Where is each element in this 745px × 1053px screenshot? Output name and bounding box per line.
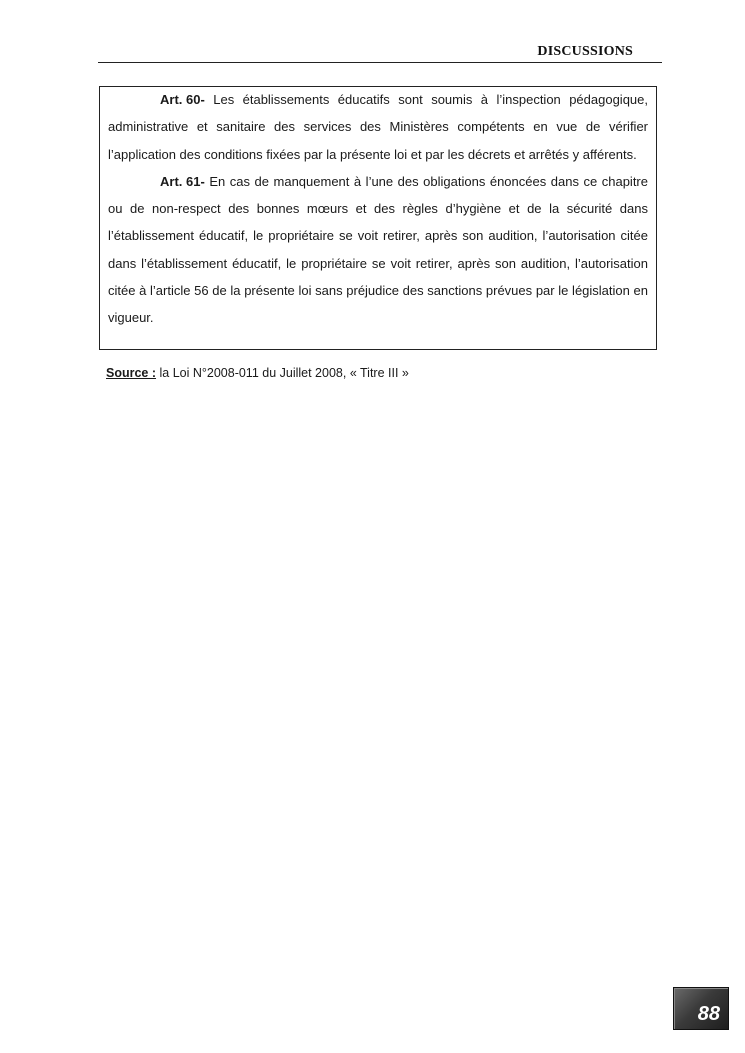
source-label: Source :: [106, 366, 157, 380]
article-61-paragraph: [108, 168, 648, 332]
article-60-text: Les établissements éducatifs sont soumis à l’inspection pédagogique, administrative et sanitaire des services des Ministères compétents en vue de vérifier l’application des conditions fixées par la présente loi et par les décrets et arrêtés y afférents.: [108, 92, 648, 162]
article-61-text: En cas de manquement à l’une des obligations énoncées dans ce chapitre ou de non-respect des bonnes mœurs et des règles d’hygiène et de la sécurité dans l’établissement éducatif, le propriétaire se voit retirer, après son audition, l’autorisation citée dans l’établissement éducatif, le propriétaire se voit retirer, après son audition, l’autorisation citée à l’article 56 de la présente loi sans préjudice des sanctions prévues par le législation en vigueur.: [108, 173, 648, 326]
page-number: 88: [697, 1003, 720, 1025]
source-citation: [106, 366, 409, 380]
article-60-paragraph: [108, 86, 648, 168]
article-60-number: Art. 60-: [160, 92, 205, 107]
header-rule: [98, 62, 662, 63]
law-excerpt-box: [99, 86, 657, 350]
page-header-title: DISCUSSIONS: [537, 44, 633, 59]
article-61-number: Art. 61-: [160, 173, 205, 189]
source-text: la Loi N°2008-011 du Juillet 2008, « Titre III »: [159, 366, 409, 380]
page-number-badge: [673, 987, 729, 1030]
